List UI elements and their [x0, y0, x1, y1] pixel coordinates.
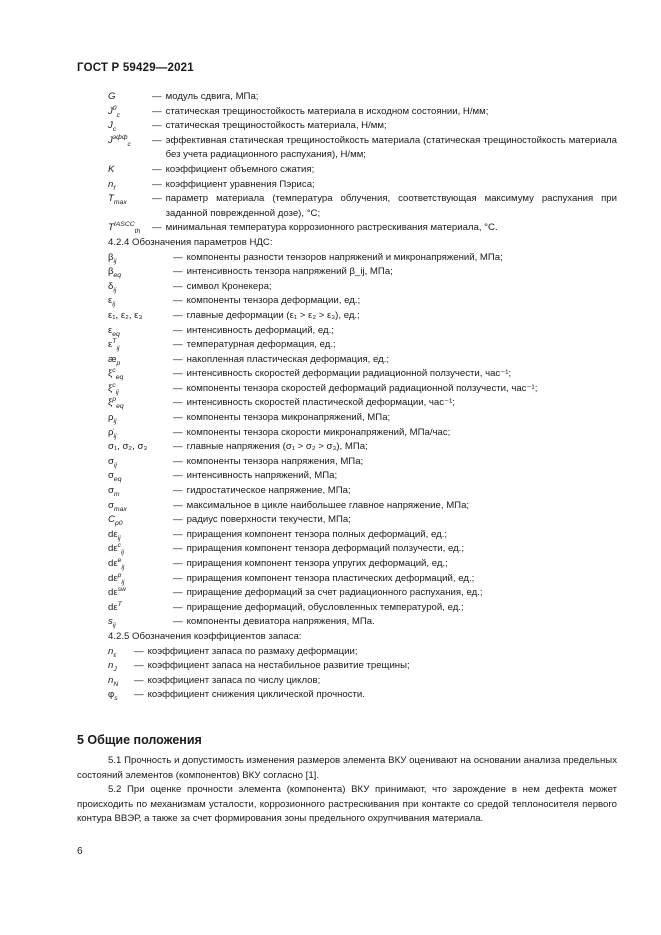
symbol: $n_f$ [108, 178, 116, 192]
dash: — [152, 120, 162, 132]
symbols-list-safety-factors [77, 645, 617, 703]
symbol: $\sigma_{ij}$ [108, 455, 117, 469]
symbol: $\varepsilon^T_{ij}$ [108, 337, 120, 352]
symbol: $n_N$ [108, 674, 119, 688]
symbol-definition: коэффициент уравнения Пэриса; [165, 178, 315, 190]
symbol: σ₁, σ₂, σ₃ [108, 441, 148, 453]
symbol: $\sigma_m$ [108, 485, 120, 498]
page-number: 6 [77, 846, 83, 857]
dash: — [173, 455, 183, 467]
symbol-definition: символ Кронекера; [186, 280, 272, 292]
symbol-definition: коэффициент объемного сжатия; [165, 163, 315, 175]
dash: — [152, 163, 162, 175]
symbol-row [77, 134, 617, 163]
symbol-row [77, 396, 617, 411]
symbol-row [77, 659, 617, 674]
symbol-row [77, 324, 617, 339]
symbol: $\sigma_{eq}$ [108, 470, 122, 484]
symbol-definition: компоненты тензора напряжения, МПа; [186, 455, 364, 467]
symbol-definition: статическая трещиностойкость материала в исходном состоянии, Н/мм; [165, 105, 489, 117]
symbol: $d\varepsilon^{sw}$ [108, 586, 126, 599]
symbol: $J^0_c$ [108, 104, 120, 119]
symbol-row [77, 178, 617, 193]
symbol-definition: приращение деформаций за счет радиационного распухания, ед.; [186, 587, 483, 599]
symbol: $n_J$ [108, 660, 117, 674]
symbol-definition: компоненты тензора микронапряжений, МПа; [186, 412, 391, 424]
symbol: $\sigma_{max}$ [108, 499, 127, 513]
symbols-list-stress-strain [77, 251, 617, 630]
symbol-row [77, 426, 617, 441]
symbol-definition: максимальное в цикле наибольшее главное напряжение, МПа; [186, 499, 470, 511]
symbol-definition: радиус поверхности текучести, МПа; [186, 514, 351, 526]
dash: — [173, 339, 183, 351]
symbol: $C_{p0}$ [108, 514, 123, 528]
dash: — [152, 105, 162, 117]
symbol-row [77, 513, 617, 528]
symbol-row [77, 615, 617, 630]
symbol-row [77, 528, 617, 543]
symbol-definition: гидростатическое напряжение, МПа; [186, 485, 351, 497]
symbol-row [77, 645, 617, 660]
symbol: K [108, 163, 115, 175]
symbol-row [77, 119, 617, 134]
symbol: $\xi^c_{ij}$ [108, 381, 119, 396]
symbol-definition: приращения компонент тензора пластических деформаций, ед.; [186, 572, 475, 584]
dash: — [173, 587, 183, 599]
symbol: $\xi^c_{eq}$ [108, 367, 124, 382]
symbol-definition: компоненты тензора скорости микронапряжений, МПа/час; [186, 426, 451, 438]
symbol: $n_\varepsilon$ [108, 645, 117, 659]
dash: — [134, 660, 144, 672]
symbol: ε₁, ε₂, ε₃ [108, 309, 143, 321]
symbol-row [77, 586, 617, 601]
symbol-definition: компоненты девиатора напряжения, МПа. [186, 616, 375, 628]
dash: — [173, 426, 183, 438]
symbol-definition: коэффициент запаса по числу циклов; [147, 674, 321, 686]
symbol-definition: приращения компонент тензора упругих деформаций, ед.; [186, 558, 448, 569]
symbol-row [77, 163, 617, 178]
symbol-definition: интенсивность скоростей пластической деформации, час⁻¹; [186, 397, 455, 409]
symbol-definition: компоненты разности тензоров напряжений и микронапряжений, МПа; [186, 251, 503, 263]
symbol-definition: главные напряжения (σ₁ > σ₂ > σ₃), МПа; [186, 441, 368, 453]
symbol-row [77, 338, 617, 353]
symbol-row [77, 382, 617, 397]
symbol-definition: интенсивность скоростей деформации радиационной ползучести, час⁻¹; [186, 368, 512, 380]
symbol-row [77, 221, 617, 236]
symbol: $\varepsilon_{eq}$ [108, 324, 120, 338]
symbol: $\beta_{eq}$ [108, 266, 122, 280]
dash: — [173, 397, 183, 409]
dash: — [173, 309, 183, 321]
standard-header: ГОСТ Р 59429—2021 [77, 62, 194, 74]
symbol-row [77, 688, 617, 703]
symbol: $s_{ij}$ [108, 616, 116, 630]
dash: — [173, 353, 183, 365]
symbol: $T^{IASCC}_{th}$ [108, 221, 141, 236]
symbol-row [77, 542, 617, 557]
symbol: $d\varepsilon^c_{ij}$ [108, 542, 125, 557]
dash: — [173, 558, 183, 569]
subsection-4-2-5-heading: 4.2.5 Обозначения коэффициентов запаса: [108, 630, 302, 642]
symbol-definition: компоненты тензора деформации, ед.; [186, 295, 361, 307]
symbol-row [77, 674, 617, 689]
symbol-definition: накопленная пластическая деформация, ед.; [186, 353, 390, 365]
dash: — [173, 441, 183, 453]
dash: — [134, 689, 144, 701]
symbol: $\rho_{ij}$ [108, 412, 117, 425]
symbol-row [77, 484, 617, 499]
dash: — [173, 368, 183, 380]
symbol-row [77, 265, 617, 280]
dash: — [152, 134, 162, 146]
symbol-definition: коэффициент снижения циклической прочности. [147, 689, 365, 701]
symbol: $d\varepsilon^e_{ij}$ [108, 556, 125, 571]
symbol: $\varphi_s$ [108, 689, 118, 703]
symbol-row [77, 353, 617, 368]
symbol-row [77, 309, 617, 324]
symbol-definition: компоненты тензора скоростей деформаций радиационной ползучести, час⁻¹; [186, 382, 538, 394]
symbol-row [77, 294, 617, 309]
symbol-definition: коэффициент запаса по размаху деформации; [147, 645, 358, 657]
symbol-row [77, 367, 617, 382]
dash: — [152, 91, 162, 102]
section-5-title: 5 Общие положения [77, 733, 202, 747]
dash: — [173, 499, 183, 511]
symbol-definition: коэффициент запаса на нестабильное развитие трещины; [147, 660, 410, 672]
symbol: $\beta_{ij}$ [108, 251, 117, 265]
subsection-4-2-4-heading: 4.2.4 Обозначения параметров НДС: [108, 236, 273, 248]
symbol: $J^{эфф}_c$ [108, 133, 131, 148]
symbol: $\xi^p_{eq}$ [108, 396, 124, 411]
symbol-definition: приращения компонент тензора деформаций ползучести, ед.; [186, 543, 465, 555]
symbol: $d\varepsilon^p_{ij}$ [108, 571, 125, 586]
dash: — [173, 412, 183, 424]
dash: — [134, 645, 144, 657]
symbol: $d\varepsilon^T$ [108, 600, 122, 613]
dash: — [173, 601, 183, 613]
dash: — [173, 616, 183, 628]
symbol-row [77, 411, 617, 426]
symbol-row [77, 601, 617, 616]
symbol-row [77, 557, 617, 572]
dash: — [173, 470, 183, 482]
symbol: $d\varepsilon_{ij}$ [108, 528, 121, 542]
dash: — [173, 543, 183, 555]
symbol-row [77, 469, 617, 484]
symbol: $\delta_{ij}$ [108, 280, 117, 294]
symbol-definition: главные деформации (ε₁ > ε₂ > ε₃), ед.; [186, 309, 360, 321]
dash: — [152, 222, 162, 234]
dash: — [173, 485, 183, 497]
symbol: $J_c$ [108, 120, 117, 134]
symbol-definition: статическая трещиностойкость материала, Н/мм; [165, 120, 387, 132]
symbol-definition: минимальная температура коррозионного растрескивания материала, °С. [165, 222, 498, 234]
dash: — [173, 266, 183, 278]
dash: — [173, 324, 183, 336]
symbol-definition: приращение деформаций, обусловленных температурой, ед.; [186, 601, 464, 613]
symbol-definition: эффективная статическая трещиностойкость материала (статическая трещиностойкость материала без учета радиационного распухания), Н/мм; [165, 134, 617, 161]
dash: — [173, 295, 183, 307]
paragraph-5-1: 5.1 Прочность и допустимость изменения размеров элемента ВКУ оценивают на основании анализа предельных состояний элементов (компонентов) ВКУ согласно [1]. [77, 755, 617, 781]
dash: — [173, 251, 183, 263]
symbol-row [77, 280, 617, 295]
dash: — [152, 178, 162, 190]
dash: — [173, 514, 183, 526]
symbol: $\rhȯ_{ij}$ [108, 426, 117, 440]
symbol-row [77, 499, 617, 514]
symbol-definition: температурная деформация, ед.; [186, 339, 336, 351]
symbol-definition: интенсивность тензора напряжений β_ij, МПа; [186, 266, 393, 278]
symbol-definition: модуль сдвига, МПа; [165, 91, 259, 102]
symbol-row [77, 251, 617, 266]
dash: — [173, 280, 183, 292]
symbol-definition: интенсивность деформаций, ед.; [186, 324, 334, 336]
symbol-definition: параметр материала (температура облучения, соответствующая максимуму распухания при заданной поврежденной дозе), °С; [165, 193, 617, 219]
symbol: G [108, 91, 116, 102]
symbol-row [77, 105, 617, 120]
dash: — [173, 382, 183, 394]
paragraph-5-2: 5.2 При оценке прочности элемента (компонента) ВКУ принимают, что зарождение в нем дефекта может происходить по механизмам усталости, коррозионного растрескивания при контакте со средой теплоносителя первого контура ВВЭР, а также за счет формирования зоны предельного охрупчивания материала. [77, 784, 617, 825]
symbols-content [77, 90, 617, 703]
symbols-list-material [77, 90, 617, 236]
symbol-definition: приращения компонент тензора полных деформаций, ед.; [186, 528, 448, 540]
dash: — [152, 193, 162, 205]
symbol: $æ_p$ [108, 353, 121, 367]
symbol-row [77, 440, 617, 455]
symbol-row [77, 572, 617, 587]
symbol: $T_{max}$ [108, 193, 127, 207]
symbol-row [77, 90, 617, 105]
symbol-row [77, 455, 617, 470]
dash: — [173, 528, 183, 540]
dash: — [134, 674, 144, 686]
symbol-row [77, 192, 617, 221]
dash: — [173, 572, 183, 584]
symbol: $\varepsilon_{ij}$ [108, 295, 116, 309]
symbol-definition: интенсивность напряжений, МПа; [186, 470, 338, 482]
